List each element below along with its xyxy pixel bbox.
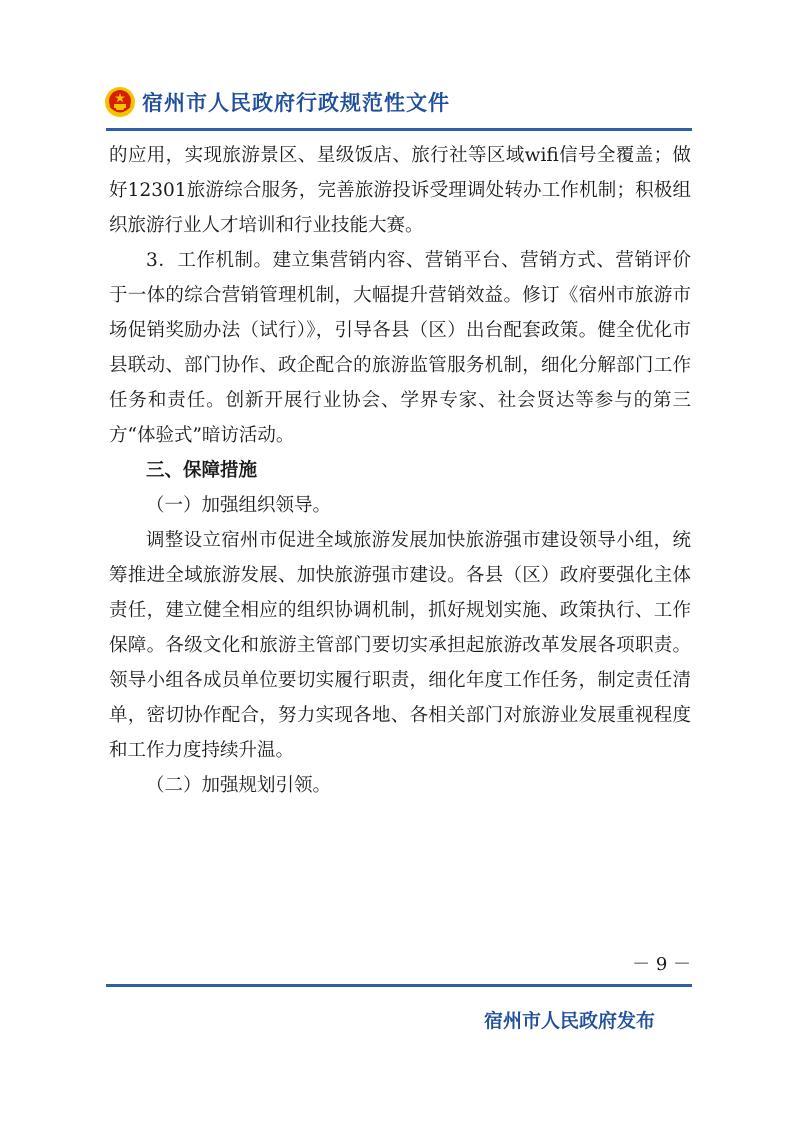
page-number: － 9 － xyxy=(632,954,691,975)
body-paragraph: 3．工作机制。建立集营销内容、营销平台、营销方式、营销评价于一体的综合营销管理机制，大幅提升营销效益。修订《宿州市旅游市场促销奖励办法（试行）》，引导各县（区）出台配套政策。健全优化市县联动、部门协作、政企配合的旅游监管服务机制，细化分解部门工作任务和责任。创新开展行业协会、学界专家、社会贤达等参与的第三方“体验式”暗访活动。 xyxy=(109,250,691,446)
subsection-heading: （二）加强规划引领。 xyxy=(146,775,332,796)
national-emblem-icon xyxy=(104,86,136,118)
publisher-footer: 宿州市人民政府发布 xyxy=(483,1010,655,1032)
body-paragraph: 调整设立宿州市促进全域旅游发展加快旅游强市建设领导小组，统筹推进全域旅游发展、加快旅游强市建设。各县（区）政府要强化主体责任，建立健全相应的组织协调机制，抓好规划实施、政策执行、工作保障。各级文化和旅游主管部门要切实承担起旅游改革发展各项职责。领导小组各成员单位要切实履行职责，细化年度工作任务，制定责任清单，密切协作配合，努力实现各地、各相关部门对旅游业发展重视程度和工作力度持续升温。 xyxy=(109,530,691,761)
body-paragraph: 的应用，实现旅游景区、星级饭店、旅行社等区域wifi信号全覆盖；做好12301旅游综合服务，完善旅游投诉受理调处转办工作机制；积极组织旅游行业人才培训和行业技能大赛。 xyxy=(109,145,691,236)
document-header xyxy=(104,84,450,120)
header-divider xyxy=(106,128,692,131)
subsection-heading: （一）加强组织领导。 xyxy=(146,495,332,516)
section-heading: 三、保障措施 xyxy=(146,460,258,481)
footer-divider xyxy=(106,984,692,987)
document-header-title: 宿州市人民政府行政规范性文件 xyxy=(142,91,450,115)
document-body xyxy=(109,138,691,803)
